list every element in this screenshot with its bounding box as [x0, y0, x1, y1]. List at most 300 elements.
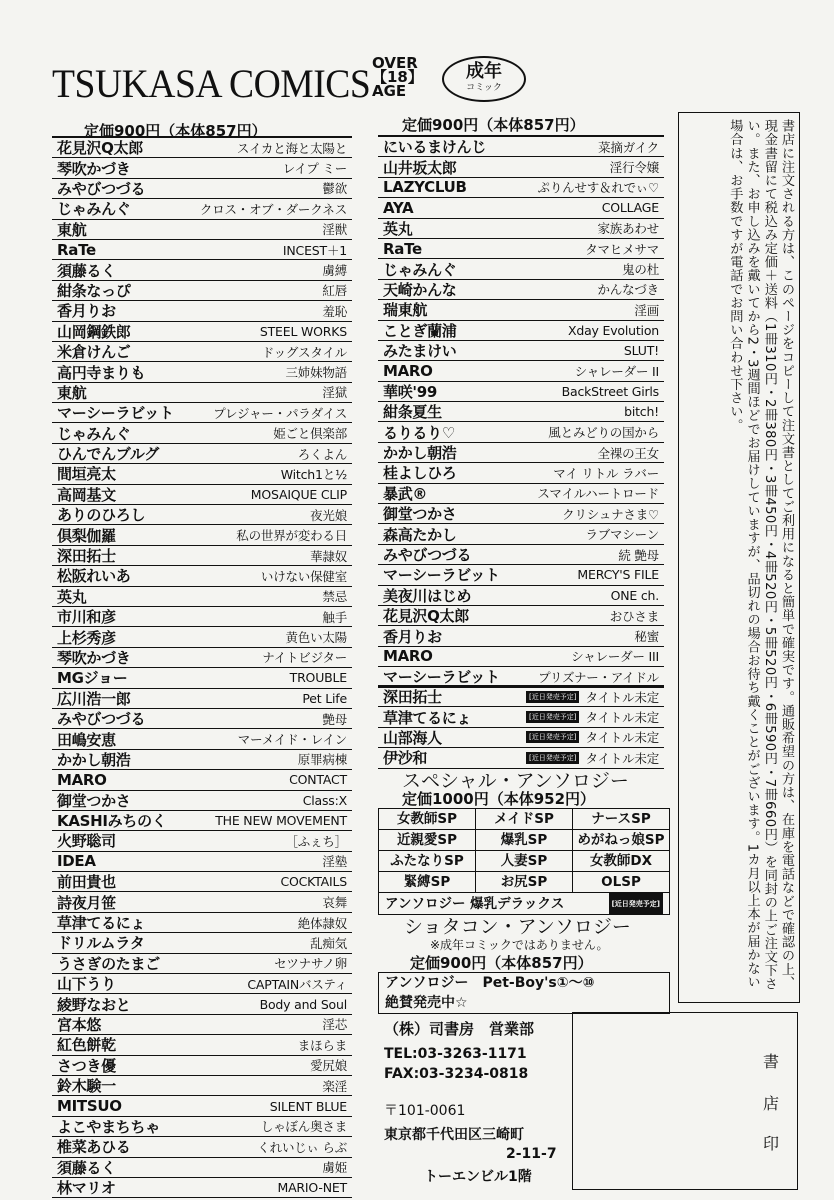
book-title: セツナサノ卵 — [274, 956, 347, 972]
special-row — [379, 872, 669, 893]
book-title: くれいじぃ らぶ — [257, 1139, 347, 1155]
author-name: 紺条夏生 — [383, 403, 442, 422]
book-title: ろくよん — [297, 446, 347, 462]
left-title-list — [52, 136, 352, 1198]
shota-box — [378, 972, 670, 1014]
special-row — [379, 809, 669, 830]
left_list-row — [52, 1117, 352, 1137]
book-title: シャレーダー III — [571, 649, 659, 665]
left_list-row — [52, 1076, 352, 1096]
left_list-row — [52, 362, 352, 382]
author-name: マーシーラビット — [383, 566, 500, 585]
title-cell — [322, 179, 347, 197]
book-title: MERCY'S FILE — [577, 567, 659, 583]
right_list-row — [378, 545, 664, 565]
author-name: 須藤るく — [57, 1158, 116, 1177]
comic-label: コミック — [466, 83, 502, 93]
left_list-row — [52, 729, 352, 749]
author-name: ありのひろし — [57, 506, 146, 525]
left_list-row — [52, 872, 352, 892]
title-cell — [526, 688, 659, 706]
title-cell — [270, 1099, 347, 1114]
left_list-row — [52, 689, 352, 709]
left_list-row — [52, 1158, 352, 1178]
left_list-row — [52, 281, 352, 301]
book-title: ぷりんせす＆れでぃ♡ — [537, 180, 659, 196]
book-title: 哀舞 — [322, 895, 347, 911]
age-number: 【18】 — [372, 68, 423, 86]
title-cell — [622, 260, 659, 278]
left_list-row — [52, 1096, 352, 1116]
author-name: 草津てるにょ — [383, 708, 471, 727]
right_list-row — [378, 443, 664, 463]
right_list-row — [378, 321, 664, 341]
book-title: COCKTAILS — [280, 874, 347, 890]
author-name: MARO — [383, 647, 433, 666]
book-title: 鬼の杜 — [622, 262, 659, 278]
title-cell — [322, 383, 347, 401]
title-cell — [322, 710, 347, 728]
title-cell — [562, 505, 659, 523]
book-title: シャレーダー II — [574, 363, 659, 379]
book-title: SILENT BLUE — [269, 1098, 347, 1114]
book-title: Class:X — [302, 792, 347, 808]
right_list-row — [378, 586, 664, 606]
special-item: 人妻SP — [476, 851, 573, 871]
shota-anthology-title: ショタコン・アンソロジー — [404, 916, 631, 938]
right_list-row — [378, 524, 664, 544]
right_list-row — [378, 606, 664, 626]
author-name: 東航 — [57, 383, 87, 402]
author-name: 御堂つかさ — [57, 791, 131, 810]
age-label: AGE — [372, 82, 407, 100]
author-name: 香月りお — [383, 627, 442, 646]
title-cell — [602, 200, 659, 215]
book-title: 華隷奴 — [310, 548, 347, 564]
special-item: お尻SP — [476, 872, 573, 892]
author-name: かかし朝浩 — [383, 444, 457, 463]
book-title: Pet Life — [302, 690, 347, 706]
book-title: Xday Evolution — [567, 322, 659, 338]
title-cell — [575, 362, 659, 380]
title-cell — [310, 934, 347, 952]
author-name: ひんでんブルグ — [57, 445, 160, 464]
book-title: ラブマシーン — [585, 527, 659, 543]
author-name: 草津てるにょ — [57, 914, 145, 933]
title-cell — [577, 567, 659, 582]
title-cell — [322, 587, 347, 605]
right_list-row — [378, 300, 664, 320]
undecided_list-row — [378, 728, 664, 748]
title-cell — [260, 324, 347, 339]
left-price: 定価900円（本体857円） — [84, 122, 267, 140]
author-name: 東航 — [57, 220, 87, 239]
book-title: いけない保健室 — [260, 568, 347, 584]
title-cell — [278, 1180, 348, 1195]
title-cell — [537, 484, 659, 502]
left_list-row — [52, 240, 352, 260]
author-name: 高円寺まりも — [57, 363, 146, 382]
book-title: かんなづき — [597, 282, 659, 298]
author-name: 華咲'99 — [383, 382, 437, 401]
title-cell — [236, 526, 347, 544]
title-cell — [548, 423, 659, 441]
author-name: 松阪れいあ — [57, 567, 131, 586]
author-name: LAZYCLUB — [383, 178, 467, 197]
title-cell — [283, 159, 347, 177]
title-cell — [322, 261, 347, 279]
book-title: 淫獣 — [322, 222, 347, 238]
coming-soon-badge: [近日発売予定] — [526, 731, 579, 743]
book-title: タイトル未定 — [585, 689, 659, 705]
title-cell — [285, 363, 347, 381]
author-name: みやびつづる — [57, 710, 146, 729]
book-title: 三姉妹物語 — [285, 364, 347, 380]
author-name: KASHIみちのく — [57, 812, 167, 831]
right_list-row — [378, 626, 664, 646]
book-title: クリシュナさま♡ — [562, 506, 659, 522]
title-cell — [298, 750, 347, 768]
author-name: 広川浩一郎 — [57, 689, 131, 708]
left_list-row — [52, 1178, 352, 1198]
left_list-row — [52, 750, 352, 770]
author-name: じゃみんぐ — [57, 424, 131, 443]
right_list-row — [378, 280, 664, 300]
book-title: マイ リトル ラバー — [553, 465, 659, 481]
left_list-row — [52, 587, 352, 607]
book-title: STEEL WORKS — [259, 323, 347, 339]
title-cell — [274, 954, 347, 972]
author-name: 瑞東航 — [383, 301, 428, 320]
title-cell — [624, 404, 659, 419]
title-cell — [322, 852, 347, 870]
title-cell — [251, 487, 347, 502]
title-cell — [290, 670, 347, 685]
stamp-char-1: 書 — [763, 1052, 780, 1071]
title-cell — [322, 281, 347, 299]
author-name: ドリルムラタ — [57, 934, 145, 953]
left_list-row — [52, 260, 352, 280]
book-title: 風とみどりの国から — [548, 425, 659, 441]
right_list-row — [378, 178, 664, 198]
title-cell — [538, 178, 659, 196]
author-name: じゃみんぐ — [383, 260, 457, 279]
title-cell — [624, 343, 659, 358]
author-name: MARO — [57, 770, 107, 789]
author-name: 伊沙和 — [383, 749, 428, 768]
special-row — [379, 830, 669, 851]
special-item: OLSP — [601, 874, 641, 890]
bookstore-stamp-box — [572, 1012, 798, 1190]
book-title: ナイトビジター — [262, 650, 347, 666]
right_list-row — [378, 463, 664, 483]
book-title: スイカと海と太陽と — [236, 140, 347, 156]
author-name: 宮本悠 — [57, 1016, 102, 1034]
title-cell — [310, 506, 347, 524]
title-cell — [280, 874, 347, 889]
title-cell — [283, 241, 347, 259]
title-cell — [568, 323, 659, 338]
title-cell — [273, 424, 347, 442]
title-cell — [538, 668, 659, 686]
special-item: 爆乳SP — [476, 830, 573, 850]
author-name: 桂よしひろ — [383, 464, 457, 483]
author-name: 香月りお — [57, 302, 116, 321]
title-cell — [200, 200, 347, 218]
company-address-2: 2-11-7 — [506, 1146, 557, 1162]
left_list-row — [52, 505, 352, 525]
author-name: MARO — [383, 361, 433, 380]
left_list-row — [52, 220, 352, 240]
book-title: 続 艶母 — [618, 547, 659, 563]
special-row — [379, 851, 669, 872]
book-title: タマヒメサマ — [585, 241, 659, 257]
left_list-row — [52, 1015, 352, 1035]
left_list-row — [52, 994, 352, 1014]
coming-soon-badge: [近日発売予定] — [526, 711, 579, 723]
author-name: 田嶋安恵 — [57, 730, 116, 749]
title-cell — [597, 280, 659, 298]
special-item: 女教師DX — [589, 853, 653, 869]
adult-comic-seal — [442, 56, 526, 102]
left_list-row — [52, 464, 352, 484]
left_list-row — [52, 1035, 352, 1055]
book-title: ［ふぇち］ — [285, 833, 347, 849]
right_list-row — [378, 647, 664, 667]
author-name: 山部海人 — [383, 728, 442, 747]
left_list-row — [52, 566, 352, 586]
author-name: みたまけい — [383, 342, 457, 361]
title-cell — [303, 793, 347, 808]
book-title: bitch! — [624, 404, 659, 420]
author-name: 美夜川はじめ — [383, 586, 472, 605]
left_list-row — [52, 199, 352, 219]
special-item: 近親愛SP — [379, 830, 476, 850]
left_list-row — [52, 1137, 352, 1157]
coming-soon-badge: [近日発売予定] — [526, 752, 579, 764]
book-title: CONTACT — [289, 772, 347, 788]
left_list-row — [52, 301, 352, 321]
book-title: 虜縛 — [322, 263, 347, 279]
book-title: 乱痴気 — [310, 935, 347, 951]
author-name: 深田拓士 — [57, 547, 116, 566]
author-name: 詩夜月笹 — [57, 893, 116, 912]
title-cell — [598, 138, 659, 156]
author-name: 上杉秀彦 — [57, 628, 116, 647]
book-title: 禁忌 — [322, 589, 347, 605]
author-name: 火野聡司 — [57, 832, 116, 851]
title-cell — [634, 627, 659, 645]
right_list-row — [378, 341, 664, 361]
book-title: 愛尻娘 — [310, 1058, 347, 1074]
author-name: 鈴木験一 — [57, 1077, 116, 1096]
title-cell — [322, 302, 347, 320]
right_list-row — [378, 219, 664, 239]
title-cell — [610, 607, 659, 625]
left_list-row — [52, 1056, 352, 1076]
book-title: タイトル未定 — [585, 750, 659, 766]
book-title: 原罪病棟 — [297, 752, 347, 768]
title-cell — [322, 893, 347, 911]
author-name: みやびつづる — [57, 179, 146, 198]
left_list-row — [52, 770, 352, 790]
book-title: 艶母 — [322, 711, 347, 727]
book-title: 姫ごと倶楽部 — [273, 426, 347, 442]
book-title: おひさま — [609, 608, 659, 624]
author-name: 前田貴也 — [57, 873, 116, 892]
title-cell — [298, 1036, 347, 1054]
title-cell — [526, 708, 659, 726]
book-title: 淫画 — [634, 302, 659, 318]
left_list-row — [52, 444, 352, 464]
title-cell — [289, 772, 347, 787]
author-name: よこやまちちゃ — [57, 1117, 160, 1136]
special-last-label: アンソロジー 爆乳デラックス — [385, 895, 565, 912]
book-title: BackStreet Girls — [561, 383, 659, 399]
company-tel: TEL:03-3263-1171 — [384, 1046, 527, 1062]
author-name: にいるまけんじ — [383, 138, 486, 157]
author-name: さつき優 — [57, 1056, 116, 1075]
author-name: 米倉けんご — [57, 343, 131, 362]
left_list-row — [52, 158, 352, 178]
book-title: 淫獄 — [322, 385, 347, 401]
company-name: （株）司書房 営業部 — [384, 1020, 535, 1038]
book-title: 黄色い太陽 — [285, 630, 347, 646]
title-cell — [526, 749, 659, 767]
title-cell — [526, 728, 659, 746]
book-title: レイプ ミー — [282, 161, 347, 177]
title-cell — [562, 384, 659, 399]
coming-soon-badge: [近日発売予定] — [526, 691, 579, 703]
title-cell — [257, 1138, 347, 1156]
special-price: 定価1000円（本体952円） — [402, 790, 596, 808]
book-title: Body and Soul — [259, 996, 347, 1012]
title-cell — [213, 404, 347, 422]
right_list-row — [378, 565, 664, 585]
title-cell — [322, 220, 347, 238]
right-title-list — [378, 135, 664, 688]
left_list-row — [52, 709, 352, 729]
title-cell — [262, 648, 347, 666]
left_list-row — [52, 546, 352, 566]
title-cell — [322, 1077, 347, 1095]
title-cell — [285, 832, 347, 850]
author-name: 林マリオ — [57, 1179, 116, 1198]
book-title: スマイルハートロード — [537, 486, 659, 502]
stamp-char-3: 印 — [763, 1134, 780, 1153]
book-title: タイトル未定 — [585, 730, 659, 746]
upcoming-title-list — [378, 685, 664, 769]
author-name: るりるり♡ — [383, 423, 455, 442]
book-title: ドッグスタイル — [261, 344, 347, 360]
author-name: 御堂つかさ — [383, 505, 457, 524]
author-name: 山井坂太郎 — [383, 158, 457, 177]
author-name: 須藤るく — [57, 261, 116, 280]
special-last-row — [379, 893, 669, 914]
author-name: 椎菜あひる — [57, 1138, 131, 1157]
company-zip: 〒101-0061 — [384, 1103, 466, 1119]
title-cell — [247, 975, 347, 993]
title-cell — [285, 628, 347, 646]
author-name: じゃみんぐ — [57, 200, 131, 219]
title-cell — [262, 343, 347, 361]
special-item: ふたなりSP — [379, 851, 476, 871]
title-cell — [322, 1015, 347, 1033]
right-price: 定価900円（本体857円） — [402, 116, 585, 134]
left_list-row — [52, 892, 352, 912]
title-cell — [298, 445, 347, 463]
left_list-row — [52, 668, 352, 688]
book-title: プレジャー・パラダイス — [213, 405, 347, 421]
left_list-row — [52, 852, 352, 872]
title-cell — [261, 567, 347, 585]
left_list-row — [52, 933, 352, 953]
left_list-row — [52, 607, 352, 627]
shota-note: ※成年コミックではありません。 — [430, 938, 609, 952]
title-cell — [585, 525, 659, 543]
author-name: 琴吹かづき — [57, 648, 131, 667]
stamp-char-2: 店 — [763, 1094, 780, 1113]
right_list-row — [378, 259, 664, 279]
title-cell — [281, 465, 347, 483]
author-name: 花見沢Q太郎 — [383, 607, 469, 626]
title-cell — [310, 547, 347, 565]
author-name: AYA — [383, 198, 414, 217]
right_list-row — [378, 382, 664, 402]
author-name: みやびつづる — [383, 546, 472, 565]
book-title: 家族あわせ — [597, 221, 659, 237]
author-name: 琴吹かづき — [57, 159, 131, 178]
author-name: RaTe — [383, 239, 422, 258]
title-cell — [298, 914, 347, 932]
special-item: 女教師SP — [379, 809, 476, 829]
book-title: THE NEW MOVEMENT — [215, 813, 347, 829]
author-name: 山下うり — [57, 975, 116, 994]
author-name: 市川和彦 — [57, 608, 116, 627]
book-title: まほらま — [297, 1037, 347, 1053]
special-item: めがねっ娘SP — [577, 832, 665, 848]
title-cell — [238, 730, 347, 748]
book-title: 紅唇 — [322, 283, 347, 299]
book-title: タイトル未定 — [585, 710, 659, 726]
book-title: 夜光娘 — [310, 507, 347, 523]
book-title: 羞恥 — [322, 303, 347, 319]
right_list-row — [378, 239, 664, 259]
title-cell — [215, 813, 347, 828]
left_list-row — [52, 811, 352, 831]
author-name: MITSUO — [57, 1097, 122, 1116]
author-name: 英丸 — [57, 587, 87, 606]
company-address-3: トーエンビル1階 — [424, 1169, 532, 1185]
left_list-row — [52, 913, 352, 933]
left_list-row — [52, 423, 352, 443]
title-cell — [597, 444, 659, 462]
author-name: MGジョー — [57, 669, 128, 688]
title-cell — [610, 158, 659, 176]
right_list-row — [378, 137, 664, 157]
title-cell — [611, 588, 659, 603]
right_list-row — [378, 361, 664, 381]
author-name: 間垣亮太 — [57, 465, 116, 484]
title-cell — [634, 301, 659, 319]
author-name: ことぎ蘭浦 — [383, 321, 457, 340]
special-anthology-title: スペシャル・アンソロジー — [402, 770, 629, 792]
title-cell — [237, 139, 347, 157]
book-title: Witch1と½ — [280, 466, 347, 482]
book-title: 淫行令嬢 — [609, 160, 659, 176]
book-title: 鬱欲 — [322, 181, 347, 197]
author-name: 天崎かんな — [383, 280, 457, 299]
